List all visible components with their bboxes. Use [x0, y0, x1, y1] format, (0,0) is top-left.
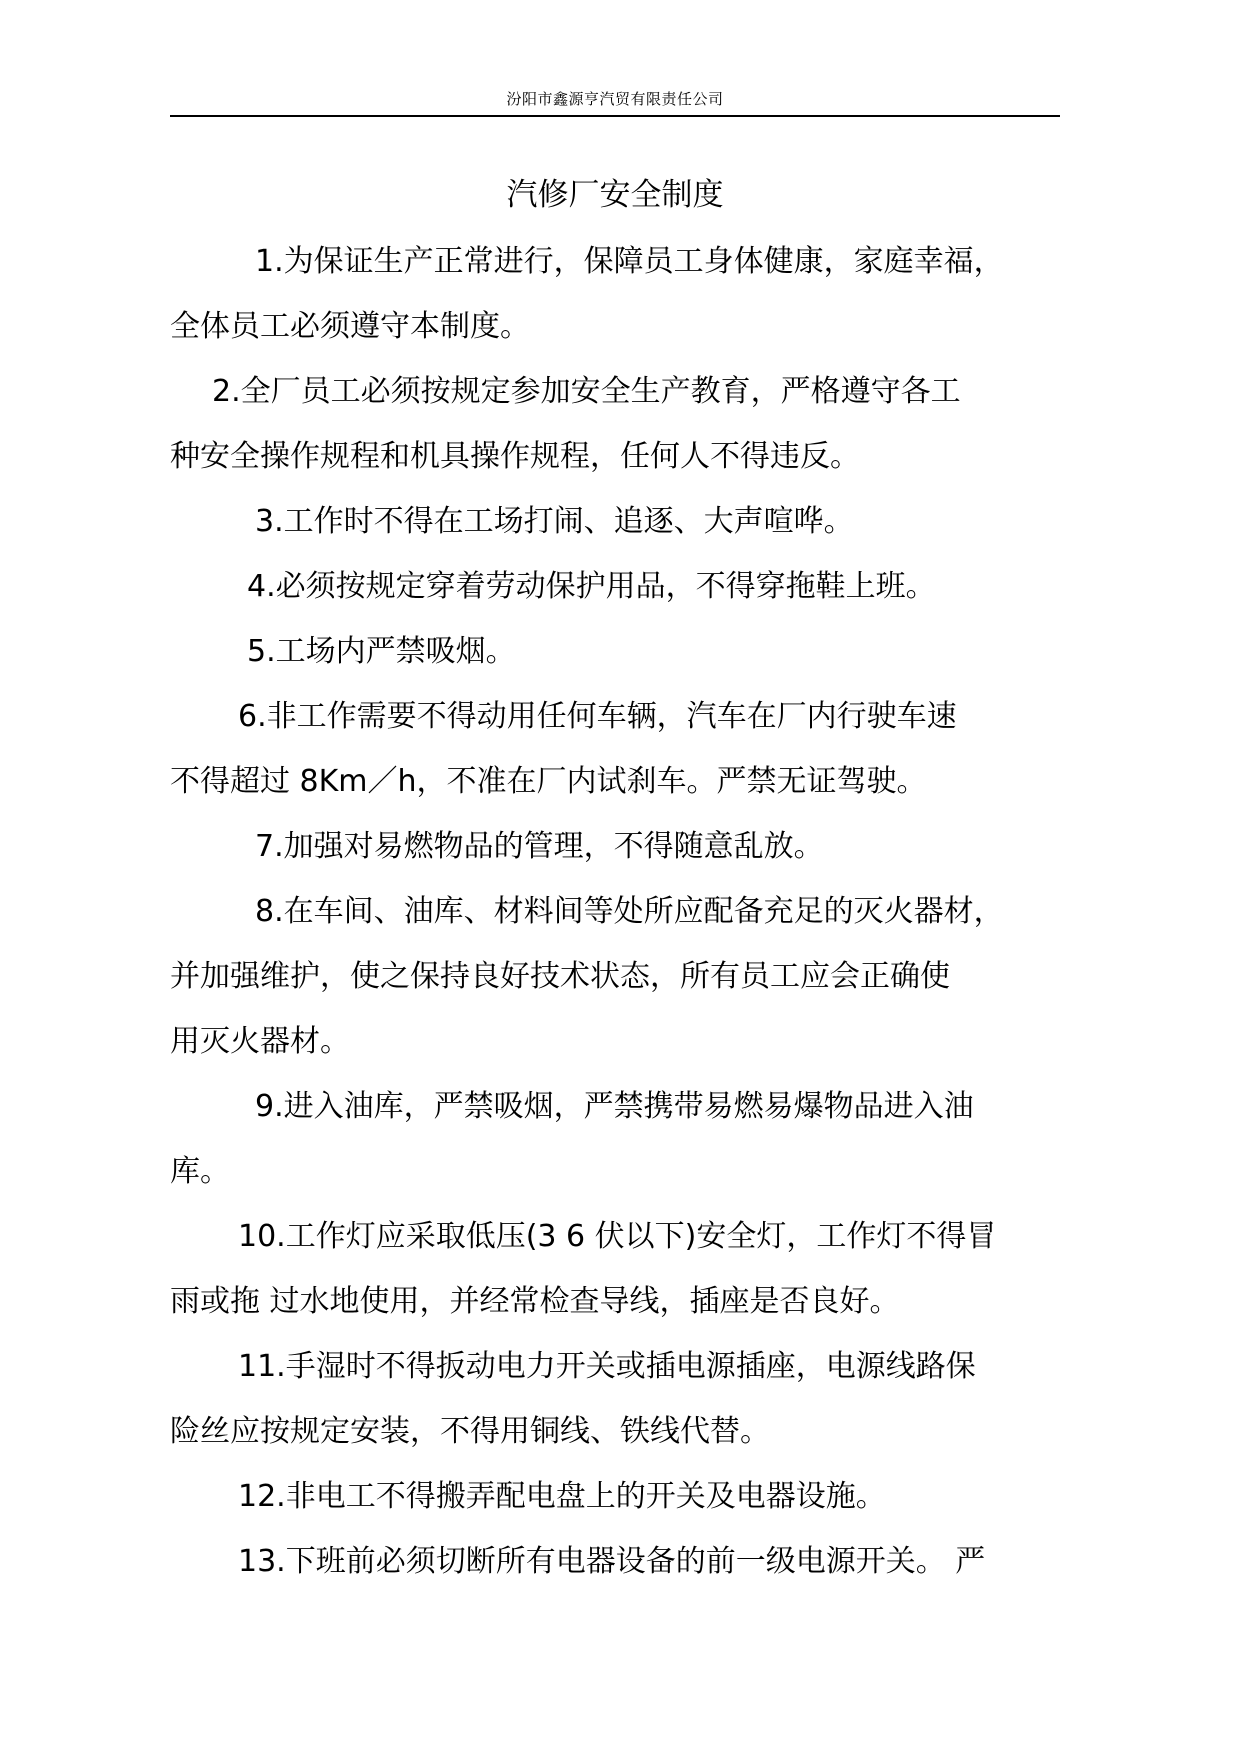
paragraph-line: 11.手湿时不得扳动电力开关或插电源插座，电源线路保 [238, 1349, 976, 1384]
paragraph-line: 6.非工作需要不得动用任何车辆，汽车在厂内行驶车速 [238, 699, 957, 734]
header-divider [170, 115, 1060, 117]
paragraph-line: 5.工场内严禁吸烟。 [247, 634, 516, 669]
paragraph-line: 4.必须按规定穿着劳动保护用品，不得穿拖鞋上班。 [247, 569, 936, 604]
paragraph-line: 雨或拖 过水地使用，并经常检查导线，插座是否良好。 [170, 1284, 900, 1319]
paragraph-line: 7.加强对易燃物品的管理，不得随意乱放。 [255, 829, 824, 864]
paragraph-line: 12.非电工不得搬弄配电盘上的开关及电器设施。 [238, 1479, 886, 1514]
paragraph-line: 库。 [170, 1154, 230, 1189]
paragraph-line: 并加强维护，使之保持良好技术状态，所有员工应会正确使 [170, 959, 950, 994]
header-company-name: 汾阳市鑫源亨汽贸有限责任公司 [506, 90, 724, 108]
paragraph-line: 种安全操作规程和机具操作规程，任何人不得违反。 [170, 439, 860, 474]
paragraph-line: 13.下班前必须切断所有电器设备的前一级电源开关。 严 [238, 1544, 986, 1579]
document-title: 汽修厂安全制度 [506, 177, 724, 213]
paragraph-line: 10.工作灯应采取低压(3 6 伏以下)安全灯，工作灯不得冒 [238, 1219, 997, 1254]
paragraph-line: 不得超过 8Km／h，不准在厂内试刹车。严禁无证驾驶。 [170, 764, 927, 799]
paragraph-line: 1.为保证生产正常进行，保障员工身体健康，家庭幸福， [255, 244, 1004, 279]
paragraph-line: 2.全厂员工必须按规定参加安全生产教育，严格遵守各工 [212, 374, 961, 409]
paragraph-line: 8.在车间、油库、材料间等处所应配备充足的灭火器材， [255, 894, 1004, 929]
paragraph-line: 3.工作时不得在工场打闹、追逐、大声喧哗。 [255, 504, 854, 539]
paragraph-line: 全体员工必须遵守本制度。 [170, 309, 530, 344]
paragraph-line: 9.进入油库，严禁吸烟，严禁携带易燃易爆物品进入油 [255, 1089, 974, 1124]
paragraph-line: 用灭火器材。 [170, 1024, 350, 1059]
paragraph-line: 险丝应按规定安装，不得用铜线、铁线代替。 [170, 1414, 770, 1449]
